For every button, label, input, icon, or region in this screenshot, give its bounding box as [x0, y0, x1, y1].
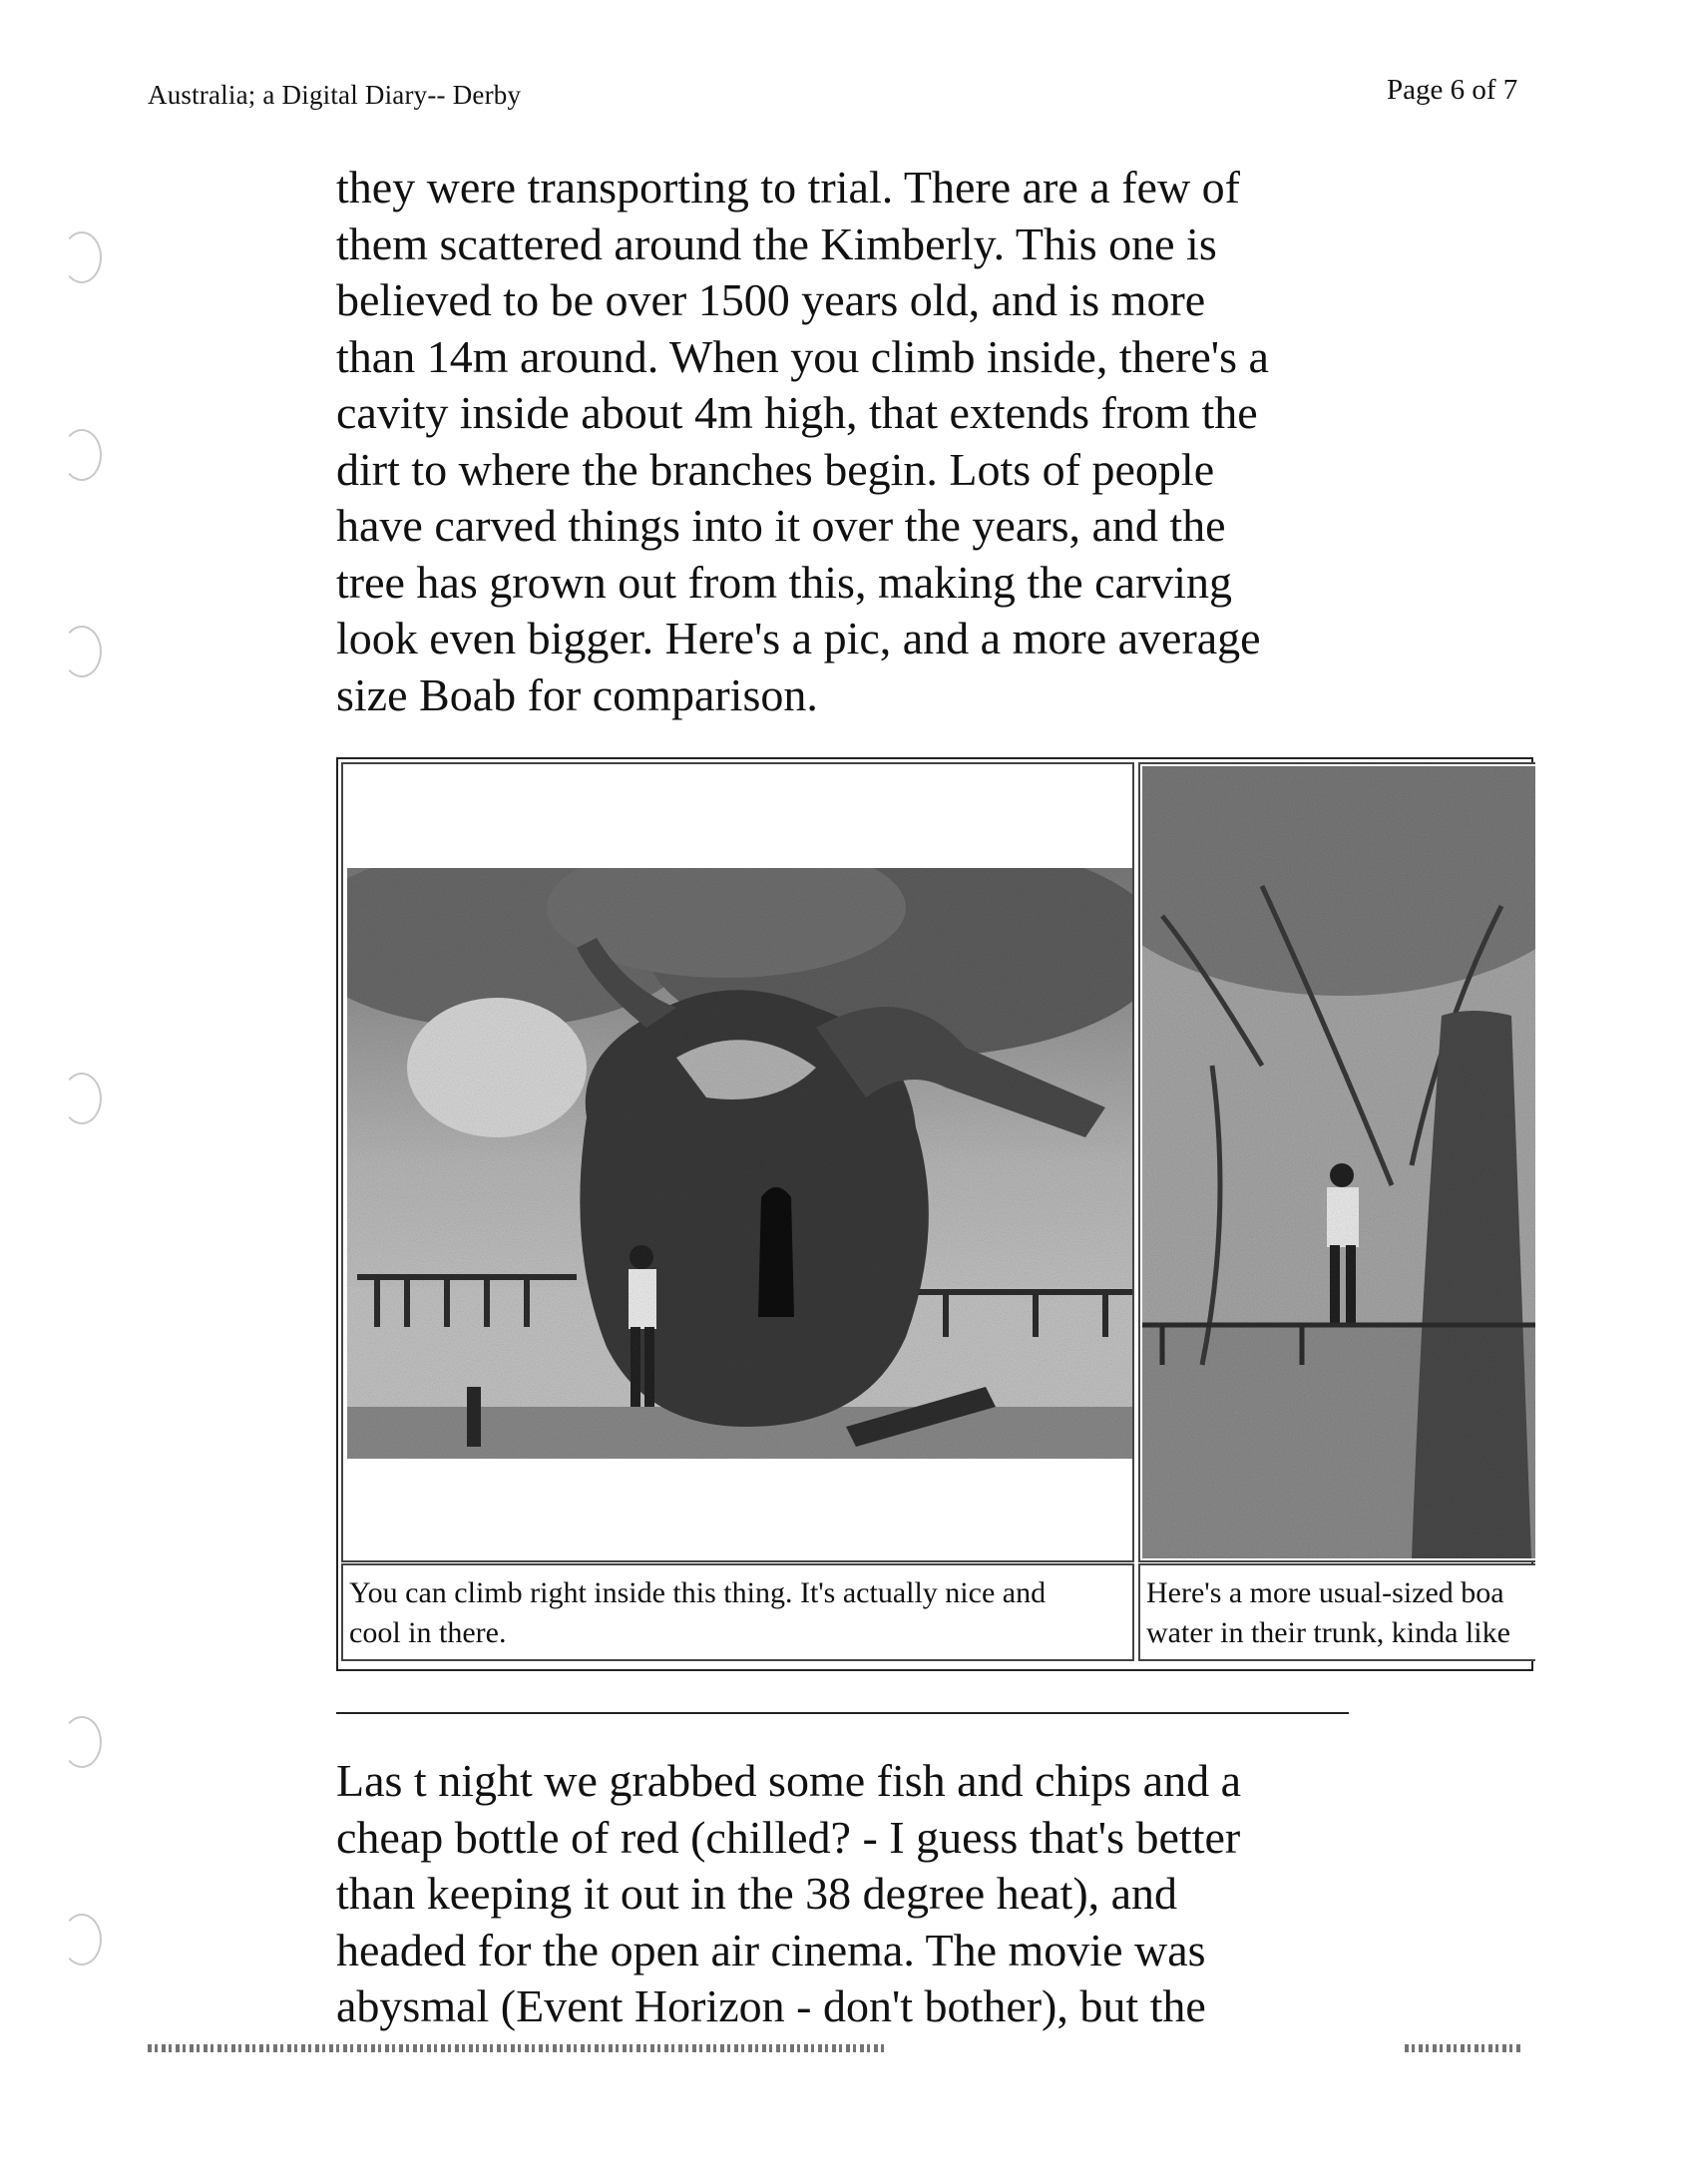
text-line: headed for the open air cinema. The movie was [336, 1924, 1206, 1975]
text-line: them scattered around the Kimberly. This one is [336, 218, 1217, 269]
punch-hole-mark [62, 231, 102, 283]
caption-cell-left [341, 1563, 1134, 1661]
text-line: size Boab for comparison. [336, 668, 818, 720]
text-line: than keeping it out in the 38 degree heat), and [336, 1868, 1178, 1919]
body-paragraph-2 [336, 1753, 1434, 2035]
footer-url-cutoff [148, 2044, 886, 2052]
boab-tree-photo [1142, 766, 1535, 1558]
punch-hole-mark [62, 1914, 102, 1966]
text-line: Las t night we grabbed some fish and chips and a [336, 1755, 1241, 1806]
punch-hole-mark [62, 1716, 102, 1768]
text-line: abysmal (Event Horizon - don't bother), but the [336, 1980, 1206, 2031]
text-line: tree has grown out from this, making the carving [336, 556, 1233, 608]
photo-cell-left [341, 762, 1134, 1562]
punch-hole-mark [62, 626, 102, 677]
photo-caption-right-line1: Here's a more usual-sized boa [1146, 1576, 1504, 1609]
photo-caption-right-line2: water in their trunk, kinda like [1146, 1616, 1510, 1649]
text-line: have carved things into it over the years, and the [336, 500, 1226, 551]
footer-date-cutoff [1405, 2044, 1520, 2052]
horizontal-rule [336, 1712, 1349, 1714]
text-line: look even bigger. Here's a pic, and a more average [336, 613, 1261, 663]
body-paragraph-1 [336, 160, 1434, 723]
text-line: cavity inside about 4m high, that extends from the [336, 387, 1258, 438]
photo-caption-left-line1: You can climb right inside this thing. It's actually nice and [349, 1576, 1047, 1609]
punch-hole-mark [62, 1073, 102, 1124]
page-header-title: Australia; a Digital Diary-- Derby [148, 80, 522, 110]
text-line: they were transporting to trial. There are a few of [336, 162, 1240, 213]
boab-prison-tree-photo [347, 868, 1132, 1459]
text-line: dirt to where the branches begin. Lots of people [336, 443, 1215, 495]
text-line: than 14m around. When you climb inside, there's a [336, 330, 1269, 382]
photo-caption-left-line2: cool in there. [349, 1616, 507, 1649]
text-line: believed to be over 1500 years old, and is more [336, 274, 1206, 325]
photo-cell-right [1138, 762, 1535, 1562]
caption-cell-right [1138, 1563, 1535, 1661]
punch-hole-mark [62, 429, 102, 481]
text-line: cheap bottle of red (chilled? - I guess that's better [336, 1811, 1241, 1863]
photo-table [336, 757, 1535, 1673]
page-indicator: Page 6 of 7 [1387, 74, 1518, 106]
